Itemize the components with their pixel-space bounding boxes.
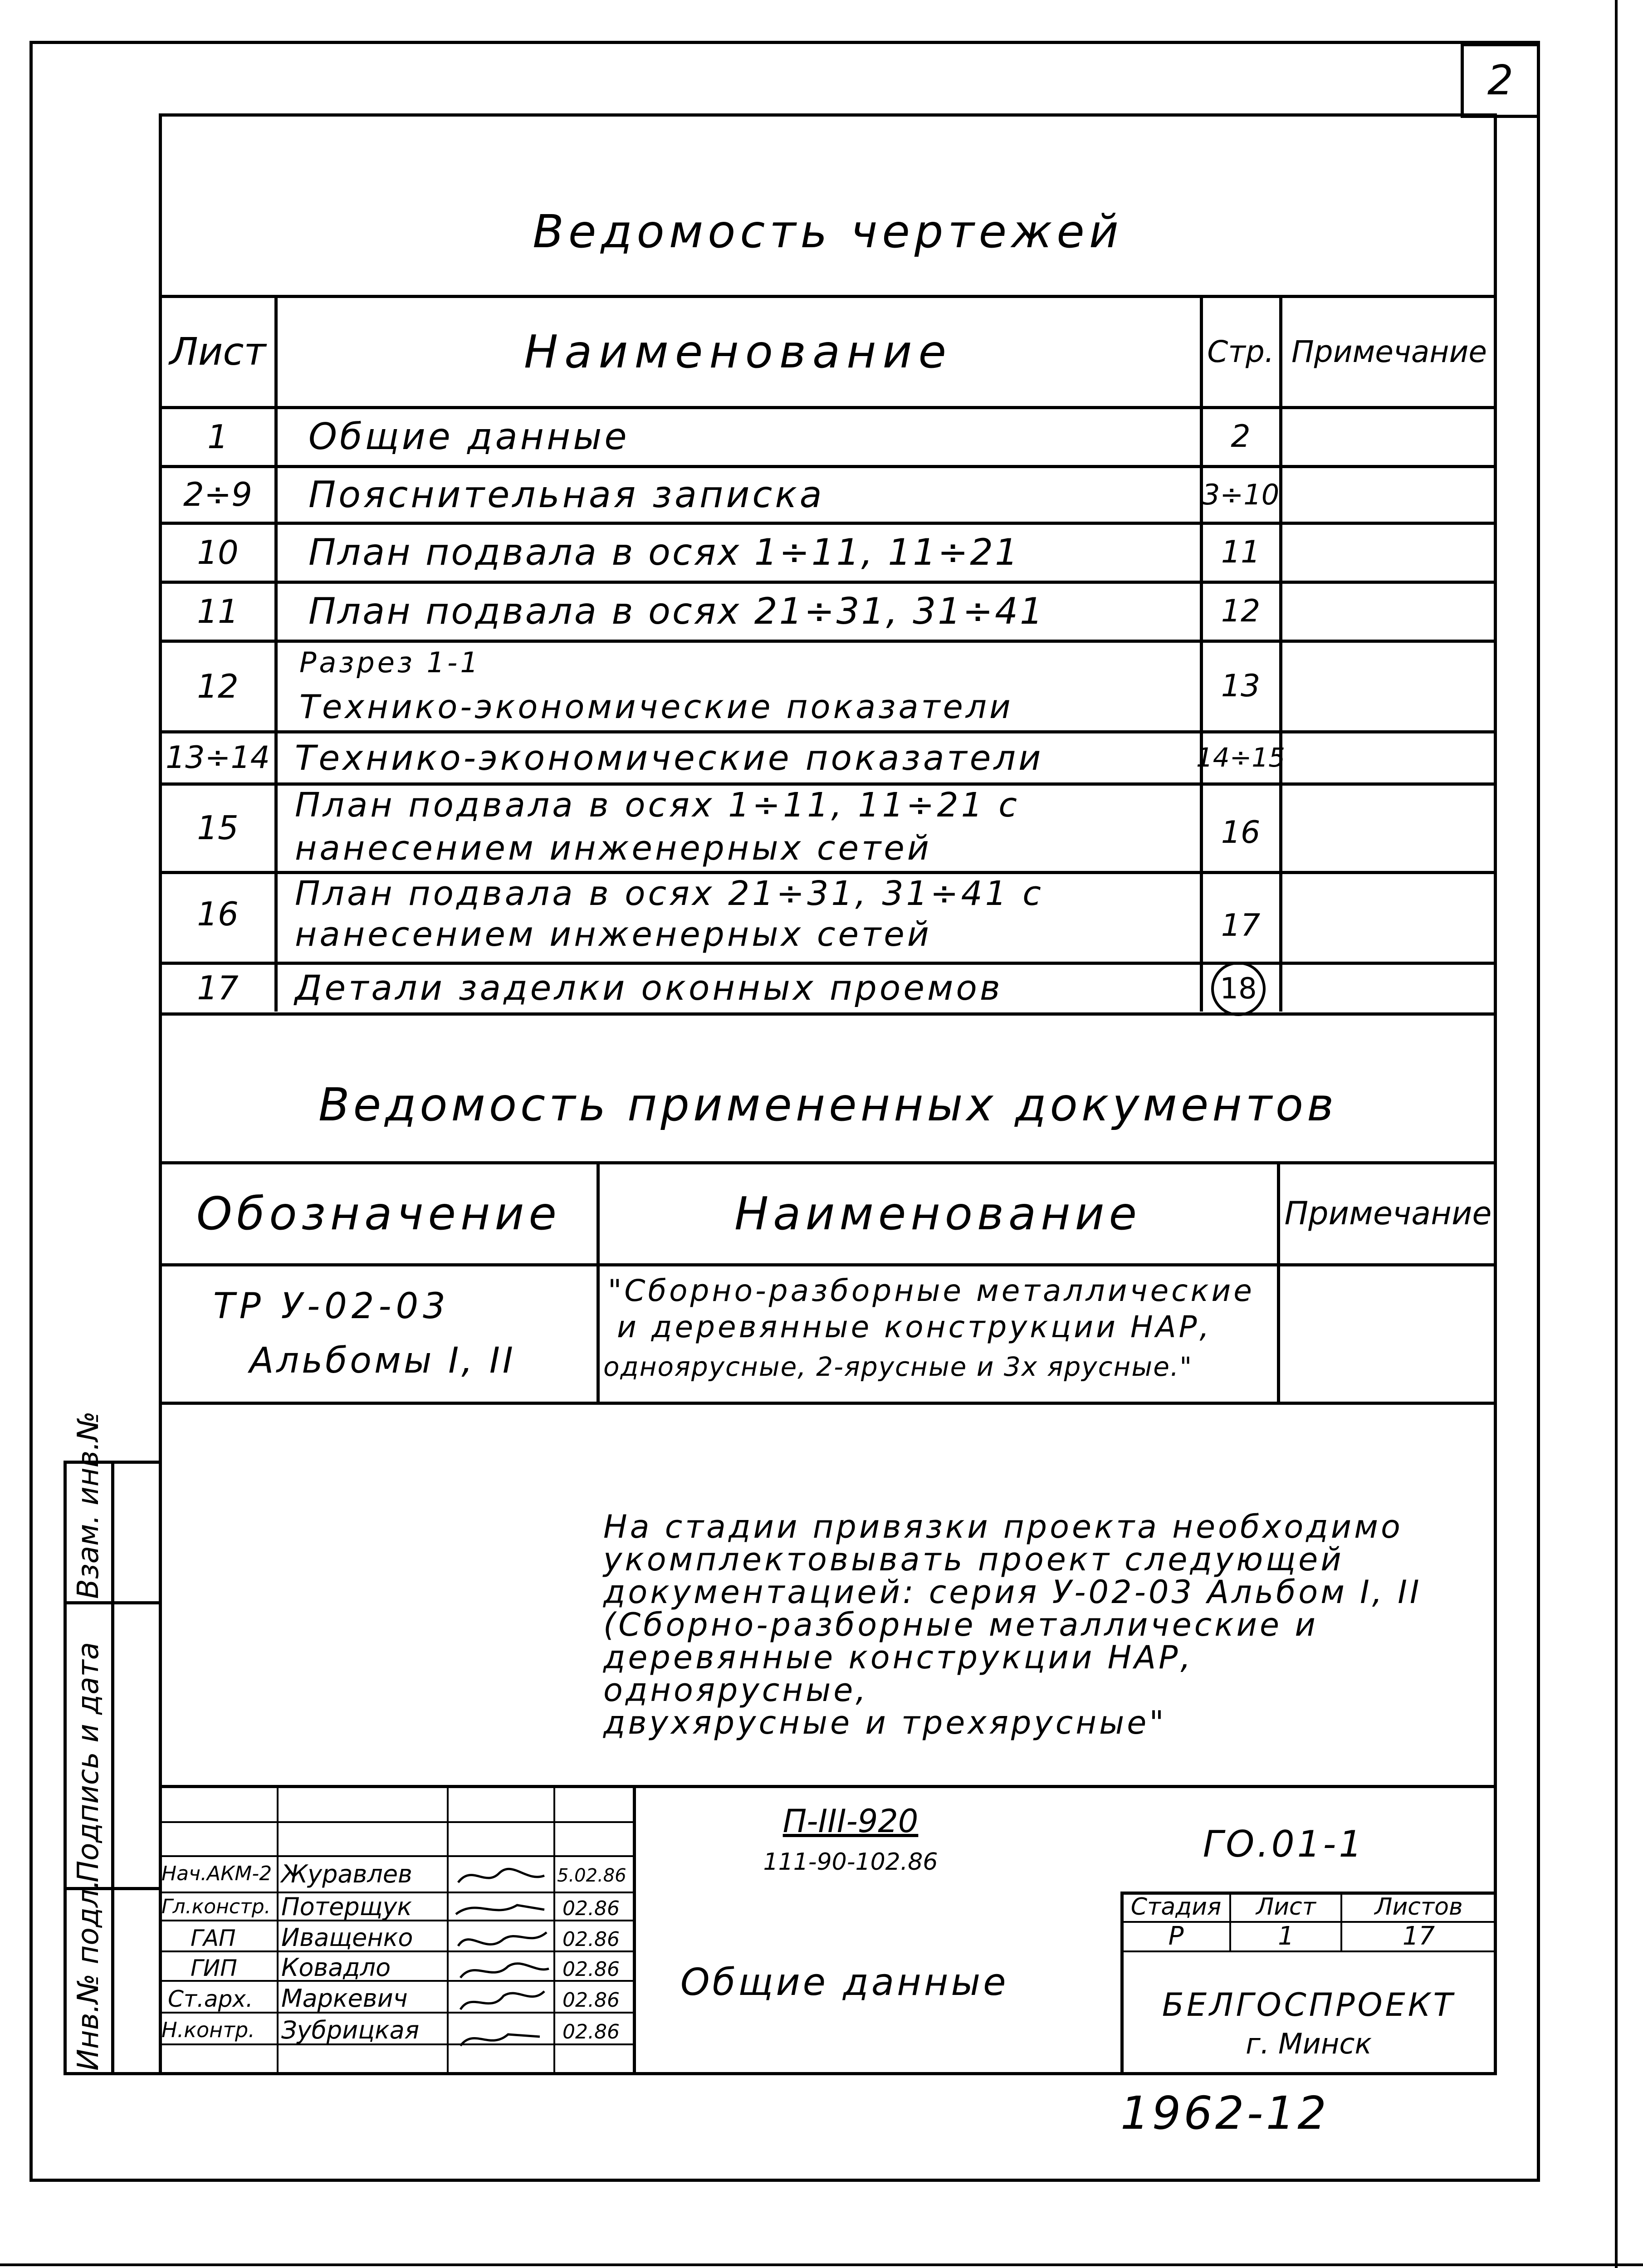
staff-date: 02.86 [562,1897,620,1920]
sheets-value: 17 [1402,1921,1435,1951]
note-block [603,1510,1465,1739]
doc-name-line: "Сборно-разборные металлические [608,1273,1255,1308]
row-sheet: 17 [197,968,239,1007]
note-line: двухярусные и трехярусные" [603,1704,1167,1741]
row-name: План подвала в осях 1÷11, 11÷21 [308,531,1020,573]
row-sheet: 12 [197,667,239,705]
divider [159,1402,1497,1405]
sheet-title: Общие данные [680,1960,1009,2004]
row-name-2: нанесением инженерных сетей [295,829,932,868]
doc-name-line: одноярусные, 2-ярусные и 3х ярусные." [603,1351,1193,1382]
row-name: Пояснительная записка [308,473,825,516]
divider [159,1263,1497,1266]
side-signature-date: Подпись и дата [72,1642,105,1882]
row-name: План подвала в осях 21÷31, 31÷41 с [295,874,1044,913]
staff-name: Журавлев [281,1860,412,1888]
row-page: 16 [1221,814,1261,850]
row-sheet: 16 [197,895,239,933]
footer-number: 1962-12 [1120,2087,1329,2140]
row-page: 13 [1221,668,1261,704]
note-line: На стадии привязки проекта необходимо [603,1508,1403,1545]
row-sheet: 11 [197,592,239,631]
row-page: 2 [1231,419,1251,455]
signature-mark [458,1932,547,1946]
header-note: Примечание [1291,334,1487,369]
row-page: 12 [1221,593,1261,629]
staff-date: 5.02.86 [557,1865,626,1886]
doc-name-line: и деревянные конструкции НАР, [617,1309,1212,1344]
row-sheet: 13÷14 [165,739,270,776]
row-name-2: Технико-экономические показатели [299,687,1013,726]
staff-role: Н.контр. [161,2018,255,2042]
side-replaced-inv: Взам. инв.№ [72,1411,105,1599]
sheet-number: 2 [1487,57,1514,104]
divider [1229,1892,1231,1950]
row-name: Общие данные [308,415,630,458]
row-page: 18 [1211,962,1266,1016]
note-line: (Сборно-разборные металлические и [603,1606,1318,1643]
scan-edge [1615,0,1618,2268]
row-sheet: 15 [197,809,239,847]
signatures [449,1855,553,2075]
row-page: 17 [1221,907,1261,943]
staff-date: 02.86 [562,1958,620,1981]
row-name: План подвала в осях 21÷31, 31÷41 [308,590,1045,632]
divider [159,1821,633,1823]
row-sheet: 2÷9 [183,475,252,513]
sheets-label: Листов [1374,1893,1463,1921]
staff-role: ГИП [191,1955,237,1981]
staff-name: Потерщук [281,1892,412,1921]
divider [159,1012,1497,1016]
signature-mark [460,1964,549,1978]
divider [159,1785,1497,1788]
stage-value: Р [1168,1921,1184,1951]
staff-name: Иващенко [281,1923,413,1952]
row-name: Технико-экономические показатели [295,737,1044,778]
signature-mark [460,2034,540,2046]
drawings-list-title: Ведомость чертежей [533,205,1123,258]
staff-name: Зубрицкая [281,2016,420,2044]
applied-docs-title: Ведомость примененных документов [318,1078,1338,1131]
org-city: г. Минск [1246,2027,1372,2060]
divider [64,1601,161,1604]
row-name: План подвала в осях 1÷11, 11÷21 с [295,786,1020,825]
header-designation: Обозначение [196,1187,561,1240]
staff-date: 02.86 [562,1928,620,1951]
divider [277,1785,279,2075]
row-page: 11 [1221,534,1261,570]
page-circle [1211,962,1270,1016]
note-line: деревянные конструкции НАР, одноярусные, [603,1639,1193,1709]
row-page: 3÷10 [1202,478,1280,511]
scan-edge [0,2263,1643,2266]
staff-role: Гл.констр. [161,1895,271,1918]
staff-role: ГАП [191,1925,236,1951]
divider [553,1785,555,2075]
row-name-2: нанесением инженерных сетей [295,915,932,954]
note-line: укомплектовывать проект следующей [603,1541,1344,1578]
sheet-value: 1 [1278,1921,1294,1951]
row-sheet: 10 [197,533,239,572]
doc-designation-albums: Альбомы I, II [249,1340,516,1381]
signature-mark [458,1869,544,1882]
note-line: документацией: серия У-02-03 Альбом I, II [603,1574,1422,1611]
staff-date: 02.86 [562,2020,620,2043]
stage-label: Стадия [1130,1893,1222,1921]
org-name: БЕЛГОСПРОЕКТ [1162,1986,1456,2024]
staff-name: Маркевич [281,1984,408,2013]
row-name: Разрез 1-1 [299,645,481,679]
divider [111,1461,114,2075]
header-name: Наименование [523,325,953,378]
staff-date: 02.86 [562,1989,620,2012]
doc-designation: ТР У-02-03 [213,1286,450,1327]
project-code: П-III-920 [782,1803,919,1840]
staff-name: Ковадло [281,1953,391,1982]
header-doc-name: Наименование [734,1187,1142,1240]
doc-code: ГО.01-1 [1203,1823,1365,1865]
divider [447,1785,449,2075]
divider [159,1855,633,1857]
sheet-label: Лист [1256,1893,1316,1921]
project-sub: 111-90-102.86 [763,1848,938,1876]
row-name: Детали заделки оконных проемов [295,968,1003,1008]
divider [1340,1892,1342,1950]
staff-role: Нач.АКМ-2 [161,1862,272,1885]
row-sheet: 1 [207,417,228,456]
signature-mark [460,1991,544,2009]
header-page: Стр. [1207,334,1274,369]
staff-role: Ст.арх. [168,1986,253,2012]
signature-mark [456,1905,544,1914]
row-page: 14÷15 [1196,742,1286,773]
header-doc-note: Примечание [1284,1195,1492,1232]
header-sheet: Лист [169,329,266,374]
side-inv-no: Инв.№ подл. [72,1879,105,2071]
